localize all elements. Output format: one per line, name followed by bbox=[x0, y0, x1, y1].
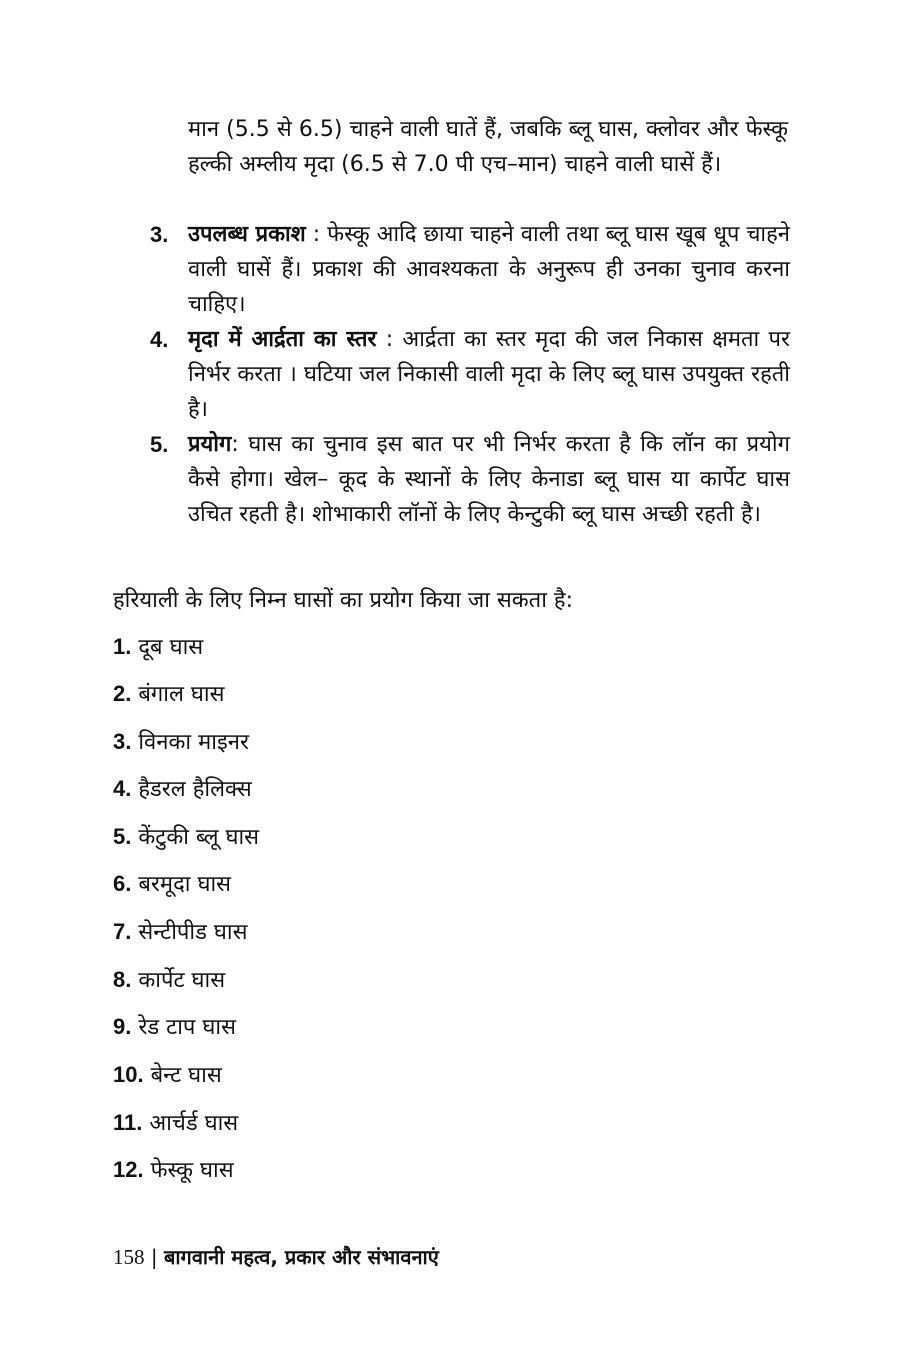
continuation-paragraph: मान (5.5 से 6.5) चाहने वाली घातें हैं, जबकि ब्लू घास, क्लोवर और फेस्कू हल्की अम्लीय मृदा (6.5 से 7.0 पी एच–मान) चाहने वाली घासें हैं। bbox=[188, 117, 788, 177]
grass-list-item bbox=[113, 774, 613, 805]
factor-separator: : bbox=[231, 432, 249, 457]
grass-number: 4. bbox=[113, 776, 132, 801]
grass-name: रेड टाप घास bbox=[138, 1015, 236, 1040]
grass-list-item bbox=[113, 869, 613, 900]
factor-text: घास का चुनाव इस बात पर भी निर्भर करता है कि लॉन का प्रयोग कैसे होगा। खेल– कूद के स्थानों के लिए केनाडा ब्लू घास या कार्पेट घास उचित रहती है। शोभाकारी लॉनों के लिए केन्टुकी ब्लू घास अच्छी रहती है। bbox=[188, 432, 790, 527]
grass-list-item bbox=[113, 1155, 613, 1186]
factor-separator: : bbox=[305, 222, 328, 247]
factor-text: आर्द्रता का स्तर मृदा की जल निकास क्षमता पर निर्भर करता । घटिया जल निकासी वाली मृदा के लिए ब्लू घास उपयुक्त रहती है। bbox=[188, 327, 790, 422]
grass-number: 5. bbox=[113, 824, 132, 849]
grass-name: केंटुकी ब्लू घास bbox=[138, 825, 260, 850]
grass-number: 10. bbox=[113, 1062, 144, 1087]
grass-name: बरमूदा घास bbox=[138, 872, 232, 897]
grass-name: हैडरल हैलिक्स bbox=[138, 777, 252, 802]
grass-number: 8. bbox=[113, 967, 132, 992]
factor-number: 3. bbox=[150, 222, 169, 247]
grass-name: बंगाल घास bbox=[138, 682, 225, 707]
grass-list-item bbox=[113, 1108, 613, 1139]
grass-name: फेस्कू घास bbox=[150, 1158, 234, 1183]
grass-list-intro: हरियाली के लिए निम्न घासों का प्रयोग किया जा सकता है: bbox=[113, 588, 573, 613]
grass-name: बेन्ट घास bbox=[150, 1063, 222, 1088]
grass-number: 12. bbox=[113, 1157, 144, 1182]
factor-heading: मृदा में आर्द्रता का स्तर bbox=[188, 327, 377, 352]
grass-list-item bbox=[113, 727, 613, 758]
page-number: 158 bbox=[113, 1245, 145, 1269]
grass-list-item bbox=[113, 917, 613, 948]
grass-number: 1. bbox=[113, 634, 132, 659]
factor-separator: : bbox=[376, 327, 403, 352]
grass-name: सेन्टीपीड घास bbox=[138, 920, 248, 945]
factor-number: 4. bbox=[150, 327, 169, 352]
factor-heading: प्रयोग bbox=[188, 432, 232, 457]
grass-number: 3. bbox=[113, 729, 132, 754]
grass-list-item bbox=[113, 1060, 613, 1091]
grass-list-item bbox=[113, 632, 613, 663]
factor-item-moisture bbox=[150, 322, 790, 427]
grass-number: 9. bbox=[113, 1014, 132, 1039]
grass-number: 2. bbox=[113, 681, 132, 706]
factor-item-light bbox=[150, 217, 790, 322]
grass-list-item bbox=[113, 679, 613, 710]
grass-list-item bbox=[113, 1012, 613, 1043]
factor-number: 5. bbox=[150, 432, 169, 457]
grass-list-item bbox=[113, 965, 613, 996]
page-footer bbox=[113, 1243, 713, 1271]
grass-name: दूब घास bbox=[138, 635, 204, 660]
factor-item-usage bbox=[150, 427, 790, 532]
book-title: बागवानी महत्व, प्रकार और संभावनाएं bbox=[163, 1245, 439, 1269]
grass-list-item bbox=[113, 822, 613, 853]
grass-name: विनका माइनर bbox=[138, 730, 249, 755]
grass-name: कार्पेट घास bbox=[138, 968, 226, 993]
grass-name: आर्चर्ड घास bbox=[149, 1111, 239, 1136]
grass-number: 7. bbox=[113, 919, 132, 944]
grass-number: 11. bbox=[113, 1110, 143, 1135]
factor-heading: उपलब्ध प्रकाश bbox=[188, 222, 306, 247]
grass-number: 6. bbox=[113, 871, 132, 896]
footer-separator: | bbox=[144, 1245, 164, 1269]
factor-text: फेस्कू आदि छाया चाहने वाली तथा ब्लू घास खूब धूप चाहने वाली घासें हैं। प्रकाश की आवश्यकता के अनुरूप ही उनका चुनाव करना चाहिए। bbox=[188, 222, 791, 317]
